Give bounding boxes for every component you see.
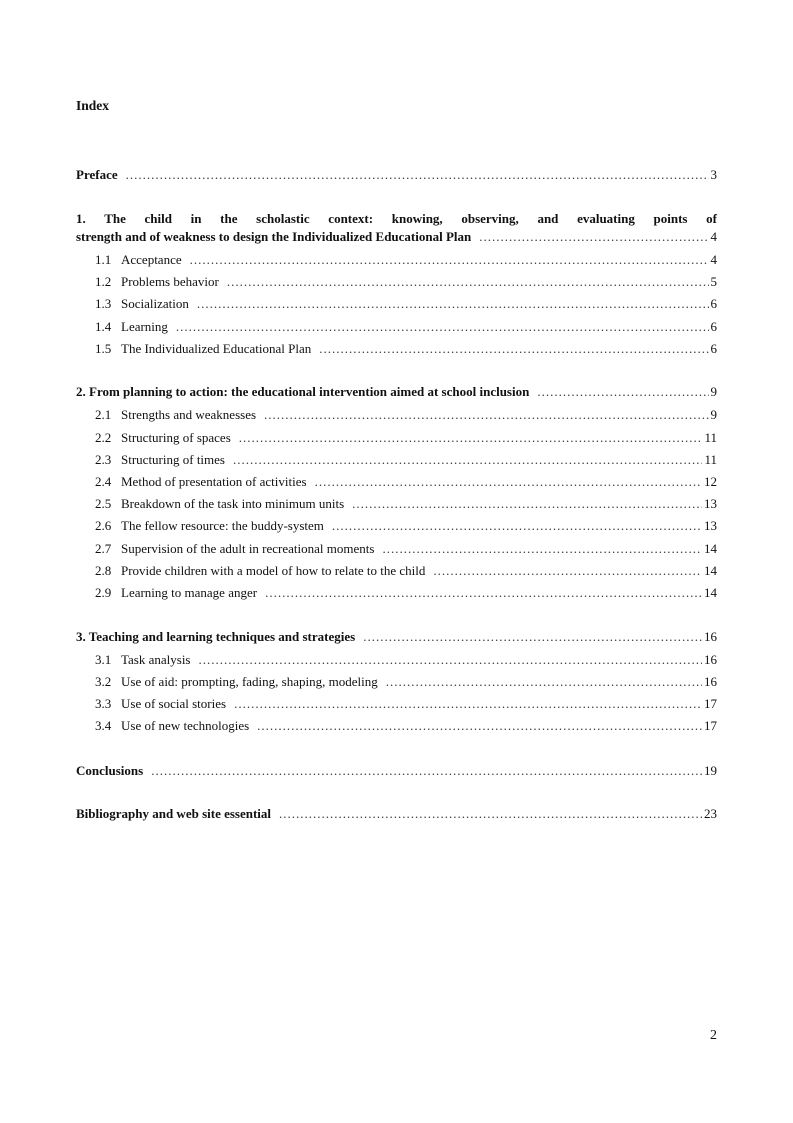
toc-entry-2-6[interactable] bbox=[95, 517, 717, 535]
toc-entry-page: 11 bbox=[704, 430, 717, 445]
toc-entry-number: 1.4 bbox=[95, 319, 112, 334]
toc-entry-page: 17 bbox=[704, 696, 717, 711]
toc-entry-title: Acceptance bbox=[121, 252, 182, 267]
toc-leader-dots bbox=[363, 628, 702, 646]
toc-entry-2-1[interactable] bbox=[95, 406, 717, 424]
toc-leader-dots bbox=[126, 166, 709, 184]
toc-entry-title: Method of presentation of activities bbox=[121, 474, 307, 489]
toc-leader-dots bbox=[176, 318, 709, 336]
toc-entry-2-2[interactable] bbox=[95, 429, 717, 447]
toc-leader-dots bbox=[352, 495, 702, 513]
toc-leader-dots bbox=[190, 251, 709, 269]
toc-entry-page: 14 bbox=[704, 563, 717, 578]
toc-entry-number: 2.5 bbox=[95, 496, 112, 511]
toc-entry-number: 3.1 bbox=[95, 652, 112, 667]
toc-entry-page: 6 bbox=[710, 296, 717, 311]
toc-leader-dots bbox=[199, 651, 703, 669]
toc-entry-number: 2.4 bbox=[95, 474, 112, 489]
toc-leader-dots bbox=[239, 429, 703, 447]
toc-entry-number: 3.4 bbox=[95, 718, 112, 733]
toc-entry-page: 5 bbox=[710, 274, 717, 289]
toc-leader-dots bbox=[386, 673, 702, 691]
toc-entry-number: 2.9 bbox=[95, 585, 112, 600]
toc-entry-title: Provide children with a model of how to relate to the child bbox=[121, 563, 426, 578]
toc-entry-number: 1.5 bbox=[95, 341, 112, 356]
toc-entry-number: 2.8 bbox=[95, 563, 112, 578]
toc-entry-title: 2. From planning to action: the educational intervention aimed at school inclusion bbox=[76, 384, 530, 399]
toc-entry-title: Breakdown of the task into minimum units bbox=[121, 496, 345, 511]
toc-entry-title: Use of new technologies bbox=[121, 718, 250, 733]
toc-entry-page: 14 bbox=[704, 541, 717, 556]
toc-leader-dots bbox=[433, 562, 702, 580]
toc-entry-title: Task analysis bbox=[121, 652, 191, 667]
toc-entry-bibliography[interactable] bbox=[76, 805, 717, 823]
toc-entry-2-5[interactable] bbox=[95, 495, 717, 513]
index-heading: Index bbox=[76, 98, 110, 113]
toc-leader-dots bbox=[265, 584, 702, 602]
toc-entry-title-line1: 1. The child in the scholastic context: knowing, observing, and evaluating points of bbox=[76, 211, 717, 226]
toc-entry-1-4[interactable] bbox=[95, 318, 717, 336]
toc-entry-title: Use of social stories bbox=[121, 696, 227, 711]
toc-entry-number: 3.3 bbox=[95, 696, 112, 711]
toc-entry-page: 9 bbox=[710, 407, 717, 422]
toc-entry-page: 16 bbox=[704, 629, 717, 644]
toc-leader-dots bbox=[382, 540, 702, 558]
toc-leader-dots bbox=[537, 383, 708, 401]
toc-entry-title: 3. Teaching and learning techniques and strategies bbox=[76, 629, 356, 644]
toc-entry-page: 6 bbox=[710, 341, 717, 356]
toc-entry-3-4[interactable] bbox=[95, 717, 717, 735]
toc-entry-page: 16 bbox=[704, 652, 717, 667]
toc-entry-3-1[interactable] bbox=[95, 651, 717, 669]
toc-entry-conclusions[interactable] bbox=[76, 762, 717, 780]
toc-entry-title: Bibliography and web site essential bbox=[76, 806, 272, 821]
toc-leader-dots bbox=[479, 228, 708, 246]
toc-entry-title: Strengths and weaknesses bbox=[121, 407, 257, 422]
toc-entry-title: Use of aid: prompting, fading, shaping, modeling bbox=[121, 674, 378, 689]
toc-leader-dots bbox=[257, 717, 702, 735]
toc-leader-dots bbox=[234, 695, 702, 713]
toc-entry-page: 12 bbox=[704, 474, 717, 489]
toc-entry-number: 2.1 bbox=[95, 407, 112, 422]
toc-entry-1-2[interactable] bbox=[95, 273, 717, 291]
toc-entry-page: 11 bbox=[704, 452, 717, 467]
toc-entry-number: 1.2 bbox=[95, 274, 112, 289]
toc-entry-title: Structuring of spaces bbox=[121, 430, 231, 445]
toc-leader-dots bbox=[332, 517, 702, 535]
toc-entry-page: 14 bbox=[704, 585, 717, 600]
toc-entry-page: 4 bbox=[710, 252, 717, 267]
toc-entry-page: 23 bbox=[704, 806, 717, 821]
toc-leader-dots bbox=[233, 451, 702, 469]
toc-leader-dots bbox=[264, 406, 708, 424]
toc-entry-title: Conclusions bbox=[76, 763, 144, 778]
toc-entry-number: 3.2 bbox=[95, 674, 112, 689]
toc-entry-3-2[interactable] bbox=[95, 673, 717, 691]
toc-leader-dots bbox=[227, 273, 709, 291]
toc-leader-dots bbox=[197, 295, 709, 313]
toc-entry-preface[interactable] bbox=[76, 166, 717, 184]
toc-entry-page: 16 bbox=[704, 674, 717, 689]
toc-entry-3-3[interactable] bbox=[95, 695, 717, 713]
toc-entry-number: 1.3 bbox=[95, 296, 112, 311]
toc-entry-page: 6 bbox=[710, 319, 717, 334]
toc-entry-1-1[interactable] bbox=[95, 251, 717, 269]
toc-entry-section-2[interactable] bbox=[76, 383, 717, 401]
toc-entry-title: Structuring of times bbox=[121, 452, 225, 467]
toc-entry-2-8[interactable] bbox=[95, 562, 717, 580]
toc-leader-dots bbox=[151, 762, 702, 780]
toc-entry-title: The Individualized Educational Plan bbox=[121, 341, 312, 356]
toc-entry-page: 17 bbox=[704, 718, 717, 733]
toc-entry-title: Preface bbox=[76, 167, 118, 182]
toc-entry-title: Socialization bbox=[121, 296, 189, 311]
toc-entry-title: Problems behavior bbox=[121, 274, 219, 289]
toc-entry-2-3[interactable] bbox=[95, 451, 717, 469]
toc-leader-dots bbox=[319, 340, 708, 358]
toc-entry-page: 13 bbox=[704, 496, 717, 511]
toc-entry-page: 3 bbox=[710, 167, 717, 182]
toc-entry-title: Learning bbox=[121, 319, 168, 334]
toc-entry-number: 2.3 bbox=[95, 452, 112, 467]
toc-entry-section-3[interactable] bbox=[76, 628, 717, 646]
toc-entry-number: 2.2 bbox=[95, 430, 112, 445]
toc-entry-page: 9 bbox=[710, 384, 717, 399]
toc-entry-number: 2.7 bbox=[95, 541, 112, 556]
toc-entry-1-5[interactable] bbox=[95, 340, 717, 358]
toc-entry-2-9[interactable] bbox=[95, 584, 717, 602]
toc-entry-2-7[interactable] bbox=[95, 540, 717, 558]
toc-entry-2-4[interactable] bbox=[95, 473, 717, 491]
toc-entry-title: Supervision of the adult in recreational moments bbox=[121, 541, 375, 556]
toc-entry-title: The fellow resource: the buddy-system bbox=[121, 518, 324, 533]
toc-entry-title: Learning to manage anger bbox=[121, 585, 258, 600]
toc-entry-number: 2.6 bbox=[95, 518, 112, 533]
toc-entry-page: 13 bbox=[704, 518, 717, 533]
toc-entry-section-1[interactable] bbox=[76, 210, 717, 246]
page-number: 2 bbox=[710, 1028, 717, 1043]
toc-leader-dots bbox=[315, 473, 702, 491]
toc-entry-page: 4 bbox=[710, 229, 717, 244]
toc-leader-dots bbox=[279, 805, 702, 823]
toc-entry-page: 19 bbox=[704, 763, 717, 778]
toc-entry-title-line2: strength and of weakness to design the Individualized Educational Plan bbox=[76, 229, 472, 244]
toc-entry-1-3[interactable] bbox=[95, 295, 717, 313]
toc-entry-number: 1.1 bbox=[95, 252, 112, 267]
